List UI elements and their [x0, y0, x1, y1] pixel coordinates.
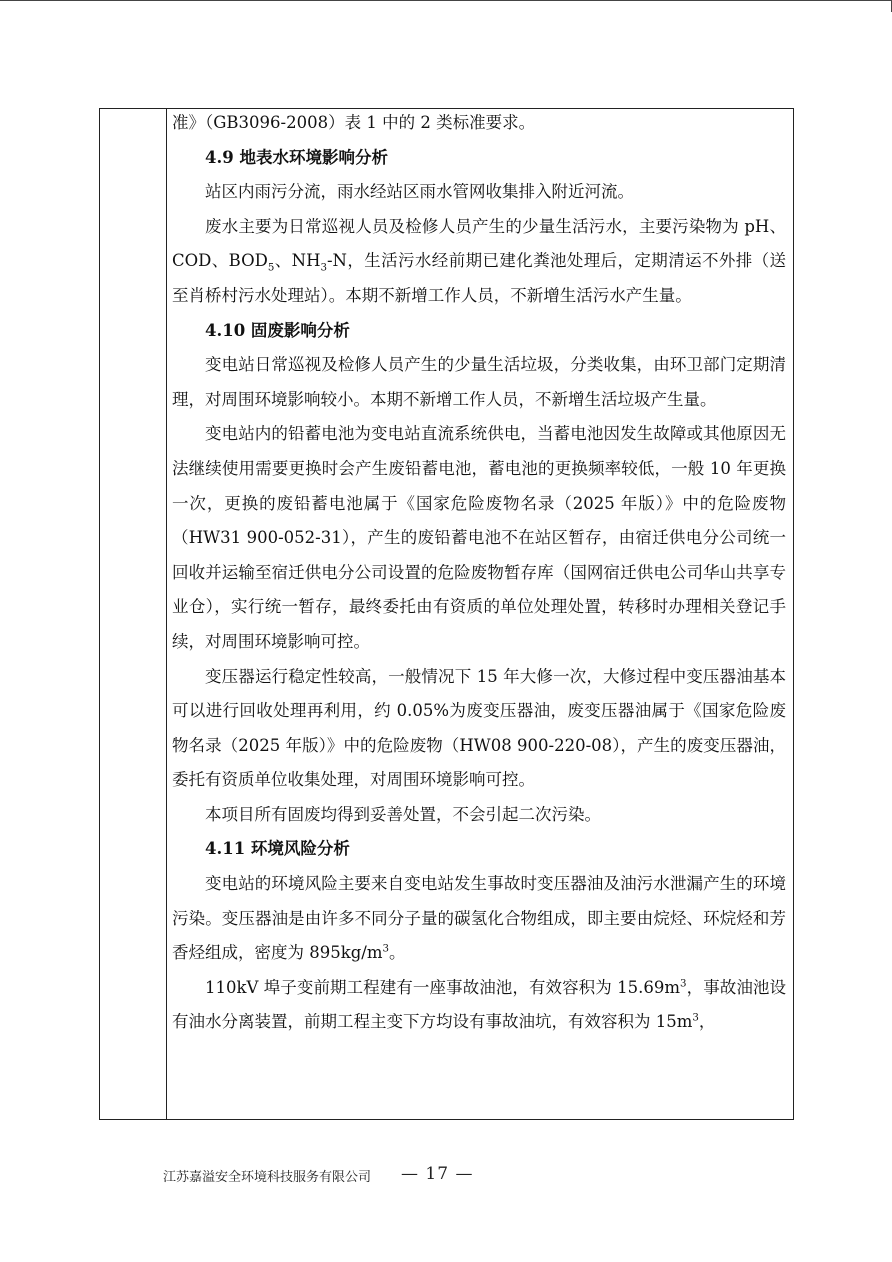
wastewater-separator: 、NH: [274, 251, 321, 271]
paragraph-domestic-waste: 变电站日常巡视及检修人员产生的少量生活垃圾，分类收集，由环卫部门定期清理，对周围环境影响较小。本期不新增工作人员，不新增生活垃圾产生量。: [172, 355, 786, 409]
document-body: [172, 106, 786, 1040]
paragraph-risk-source: [172, 867, 786, 971]
wastewater-text-b: -N，生活污水经前期已建化粪池处理后，定期清运不外排（送至肖桥村污水处理站）。本期不新增工作人员，不新增生活污水产生量。: [172, 251, 787, 305]
section-heading-4-9: 4.9 地表水环境影响分析: [205, 147, 388, 167]
page-top-edge: [0, 0, 891, 2]
continued-line: 准》（GB3096-2008）表 1 中的 2 类标准要求。: [172, 113, 536, 132]
bod-subscript: 5: [267, 262, 275, 274]
section-heading-4-10: 4.10 固废影响分析: [205, 320, 350, 340]
paragraph-lead-battery: 变电站内的铅蓄电池为变电站直流系统供电，当蓄电池因发生故障或其他原因无法继续使用需要更换时会产生废铅蓄电池，蓄电池的更换频率较低，一般 10 年更换一次，更换的废铅蓄电池属于《国家危险废物名录（2025 年版）》中的危险废物（HW31 900-052-31），产生的废铅蓄电池不在站区暂存，由宿迁供电分公司统一回收并运输至宿迁供电分公司设置的危险废物暂存库（国网宿迁供电公司华山共享专业仓），实行统一暂存，最终委托由有资质的单位处理处置，转移时办理相关登记手续，对周围环境影响可控。: [172, 424, 786, 651]
density-superscript: 3: [382, 943, 390, 955]
section-heading-4-11: 4.11 环境风险分析: [205, 839, 350, 859]
nh3-subscript: 3: [320, 262, 327, 274]
risk-text-b: 。: [389, 943, 406, 963]
volume-superscript-2: 3: [692, 1012, 699, 1024]
table-column-divider: [166, 109, 167, 1119]
company-name: 江苏嘉溢安全环境科技服务有限公司: [163, 1170, 372, 1185]
oil-pool-text-c: ，: [698, 1012, 716, 1032]
paragraph-wastewater: [172, 210, 786, 314]
paragraph-rain-sewage: 站区内雨污分流，雨水经站区雨水管网收集排入附近河流。: [205, 182, 634, 202]
paragraph-transformer-oil: 变压器运行稳定性较高，一般情况下 15 年大修一次，大修过程中变压器油基本可以进行回收处理再利用，约 0.05%为废变压器油，废变压器油属于《国家危险废物名录（2025 年版）》中的危险废物（HW08 900-220-08），产生的废变压器油，委托有资质单位收集处理，对周围环境影响可控。: [172, 666, 786, 790]
page-footer: [163, 1162, 583, 1192]
wastewater-text-a: 废水主要为日常巡视人员及检修人员产生的少量生活污水，主要污染物为 pH、COD、BOD: [172, 216, 786, 271]
oil-pool-text-b: ，事故油池设有油水分离装置，前期工程主变下方均设有事故油坑，有效容积为 15m: [172, 977, 787, 1032]
oil-pool-text-a: 110kV 埠子变前期工程建有一座事故油池，有效容积为 15.69m: [205, 977, 681, 997]
paragraph-solid-waste-summary: 本项目所有固废均得到妥善处置，不会引起二次污染。: [205, 804, 601, 824]
paragraph-oil-pool: [172, 971, 786, 1040]
risk-text-a: 变电站的环境风险主要来自变电站发生事故时变压器油及油污水泄漏产生的环境污染。变压器油是由许多不同分子量的碳氢化合物组成，即主要由烷烃、环烷烃和芳香烃组成，密度为 895kg/m: [172, 874, 786, 963]
page-number: — 17 —: [401, 1164, 474, 1184]
volume-superscript-1: 3: [680, 978, 687, 990]
